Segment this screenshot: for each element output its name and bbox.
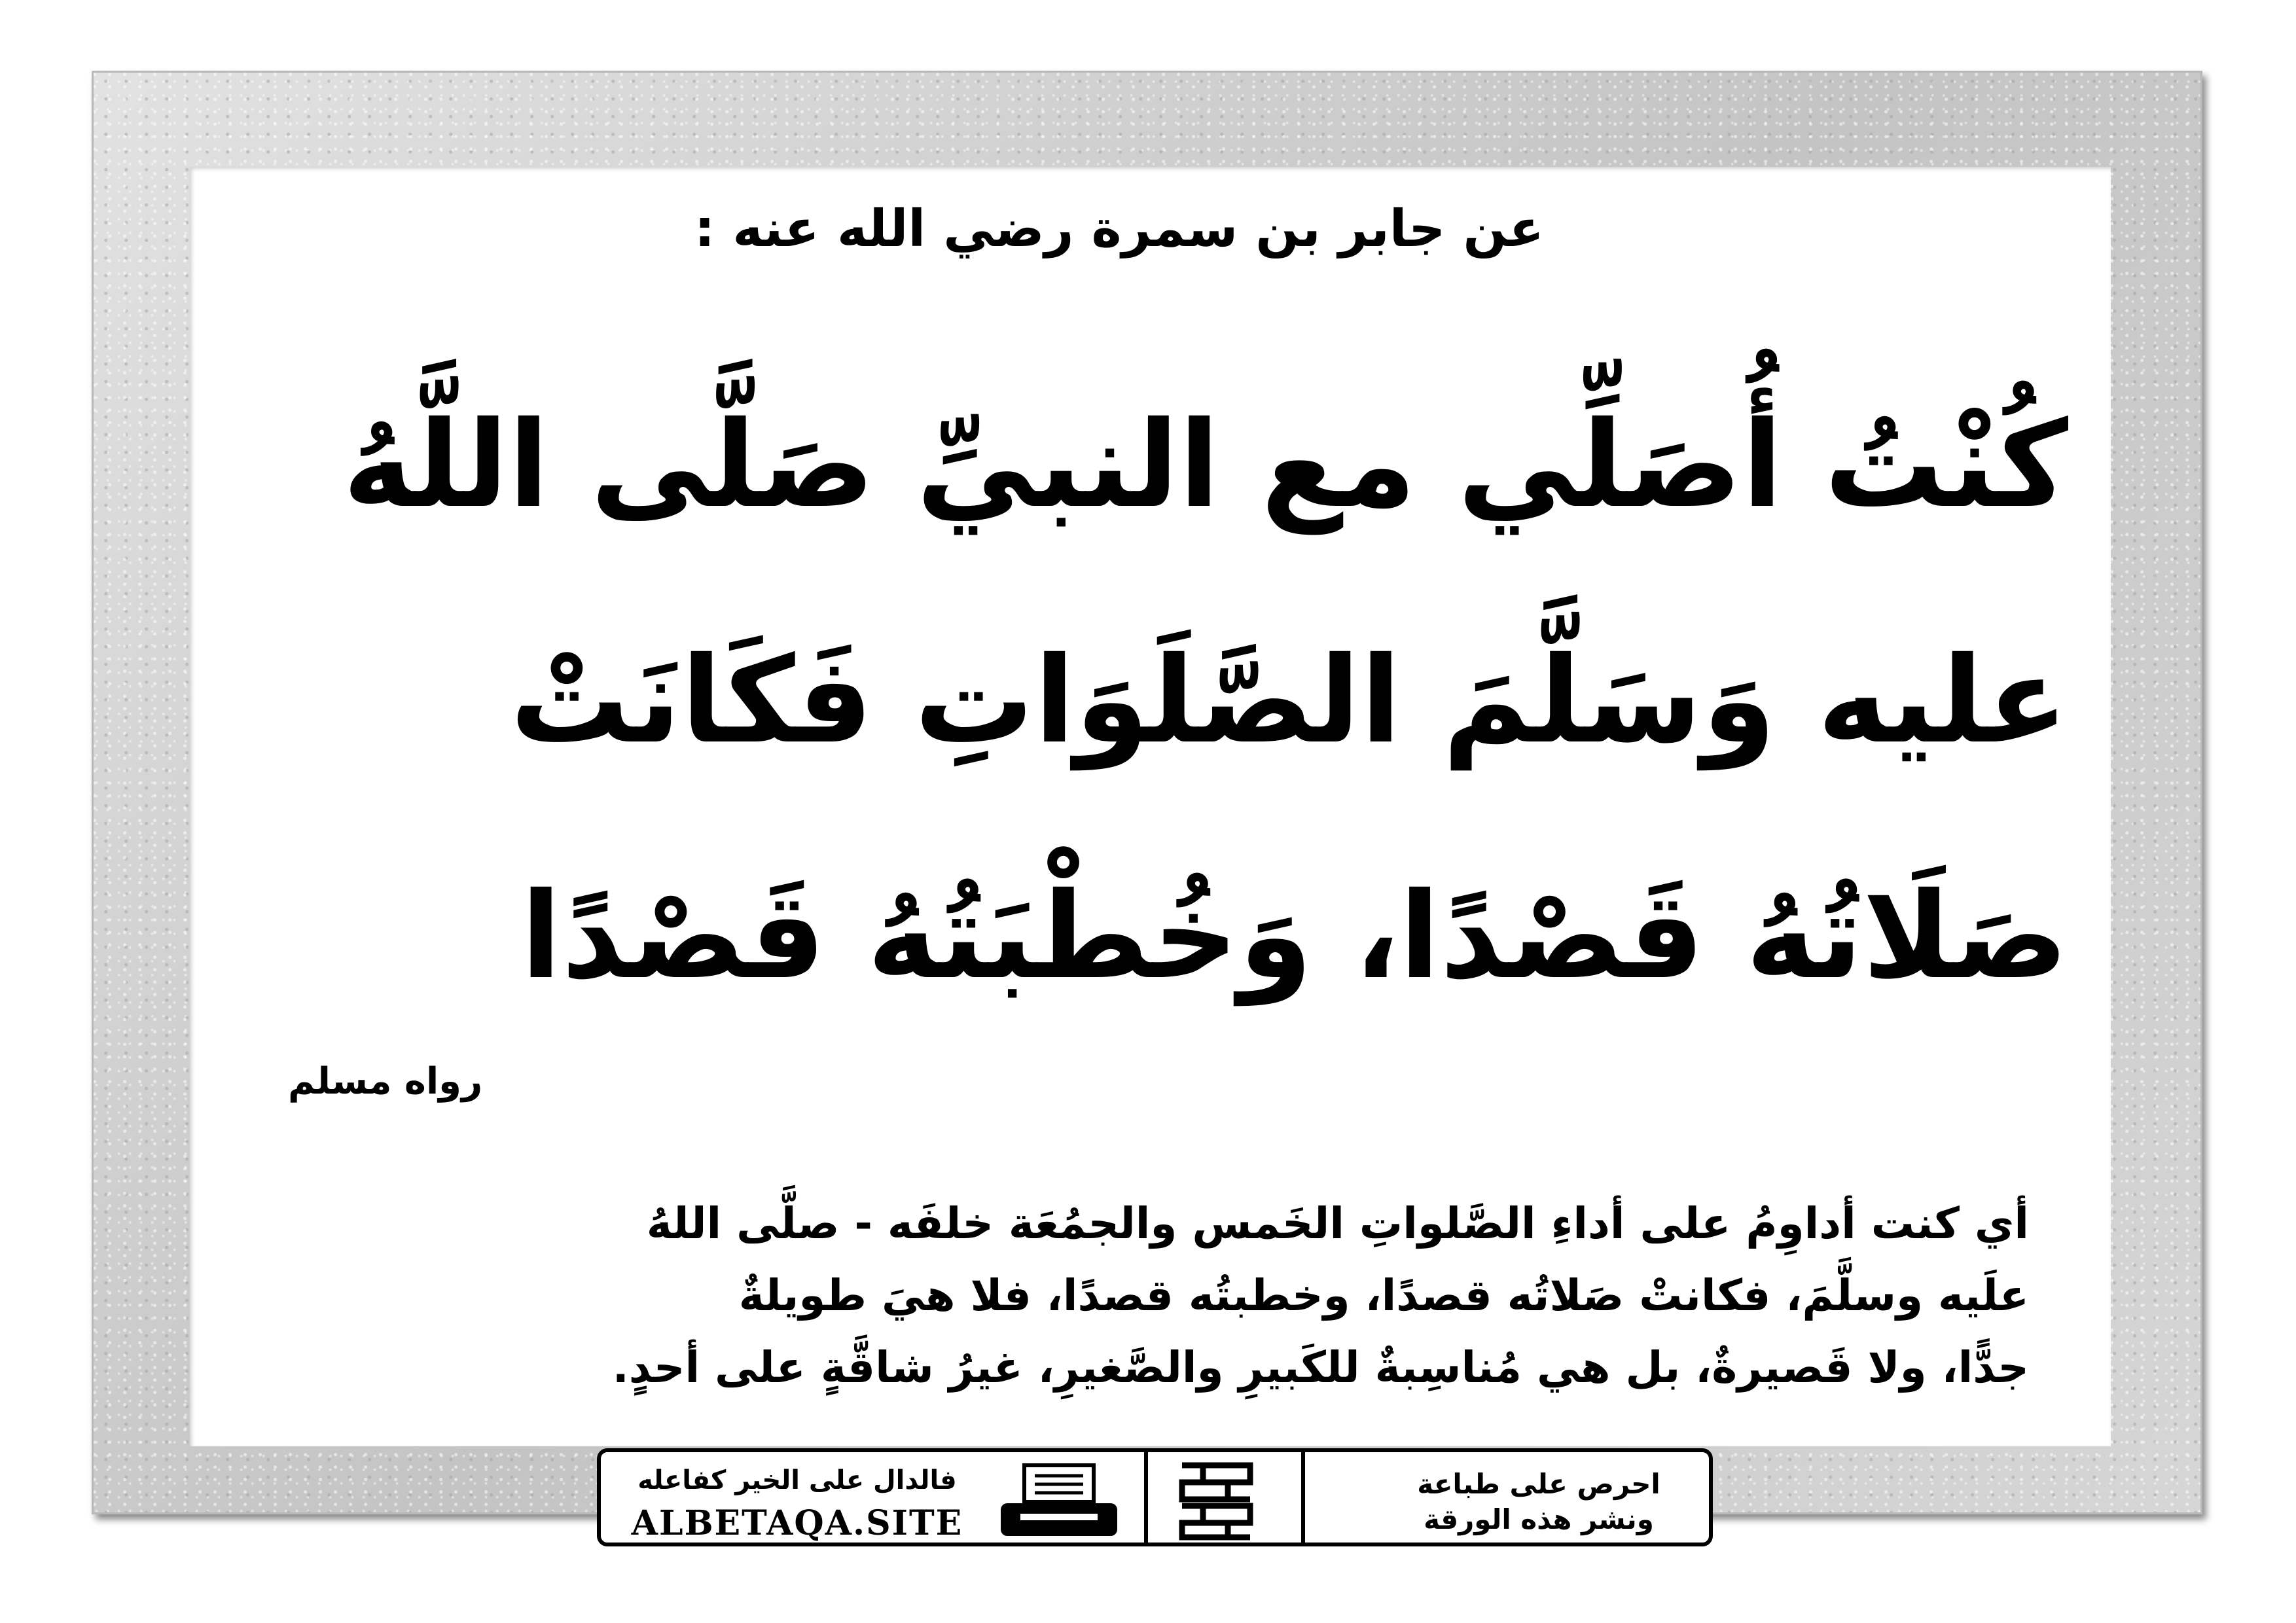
- explanation-line: علَيه وسلَّمَ، فكانتْ صَلاتُه قصدًا، وخطبتُه قصدًا، فلا هيَ طويلةٌ: [738, 1270, 2029, 1321]
- footer-cta-line: ونشر هذه الورقة: [1424, 1503, 1654, 1535]
- explanation-line: أي كنت أداوِمُ على أداءِ الصَّلواتِ الخَمس والجمُعَة خلفَه - صلَّى اللهُ: [646, 1198, 2029, 1249]
- footer-divider: [1144, 1448, 1148, 1546]
- footer-cta: [1395, 1467, 1683, 1537]
- hadith-line: عليه وَسَلَّمَ الصَّلَوَاتِ فَكَانَتْ: [510, 631, 2068, 770]
- hadith-line: كُنْتُ أُصَلِّي مع النبيِّ صَلَّى اللَّهُ: [342, 395, 2068, 534]
- printer-icon: [997, 1463, 1121, 1540]
- footer-slogan-block: [627, 1465, 967, 1543]
- albetaqa-logo: [1177, 1460, 1255, 1541]
- hadith-line: صَلَاتُهُ قَصْدًا، وَخُطْبَتُهُ قَصْدًا: [520, 866, 2068, 1005]
- explanation-text: [275, 1188, 2029, 1404]
- footer-banner: [597, 1448, 1713, 1546]
- explanation-line: جدًّا، ولا قَصيرةٌ، بل هي مُناسِبةٌ للكَبيرِ والصَّغيرِ، غيرُ شاقَّةٍ على أحدٍ.: [612, 1342, 2029, 1393]
- hadith-source: رواه مسلم: [288, 1060, 483, 1103]
- footer-cta-line: احرص على طباعة: [1417, 1468, 1660, 1500]
- hadith-text: [262, 347, 2068, 1054]
- narrator-line: عن جابر بن سمرة رضي الله عنه :: [694, 200, 1544, 259]
- footer-divider: [1301, 1448, 1305, 1546]
- footer-slogan: فالدال على الخير كفاعله: [637, 1465, 957, 1495]
- footer-site-link[interactable]: ALBETAQA.SITE: [631, 1503, 963, 1543]
